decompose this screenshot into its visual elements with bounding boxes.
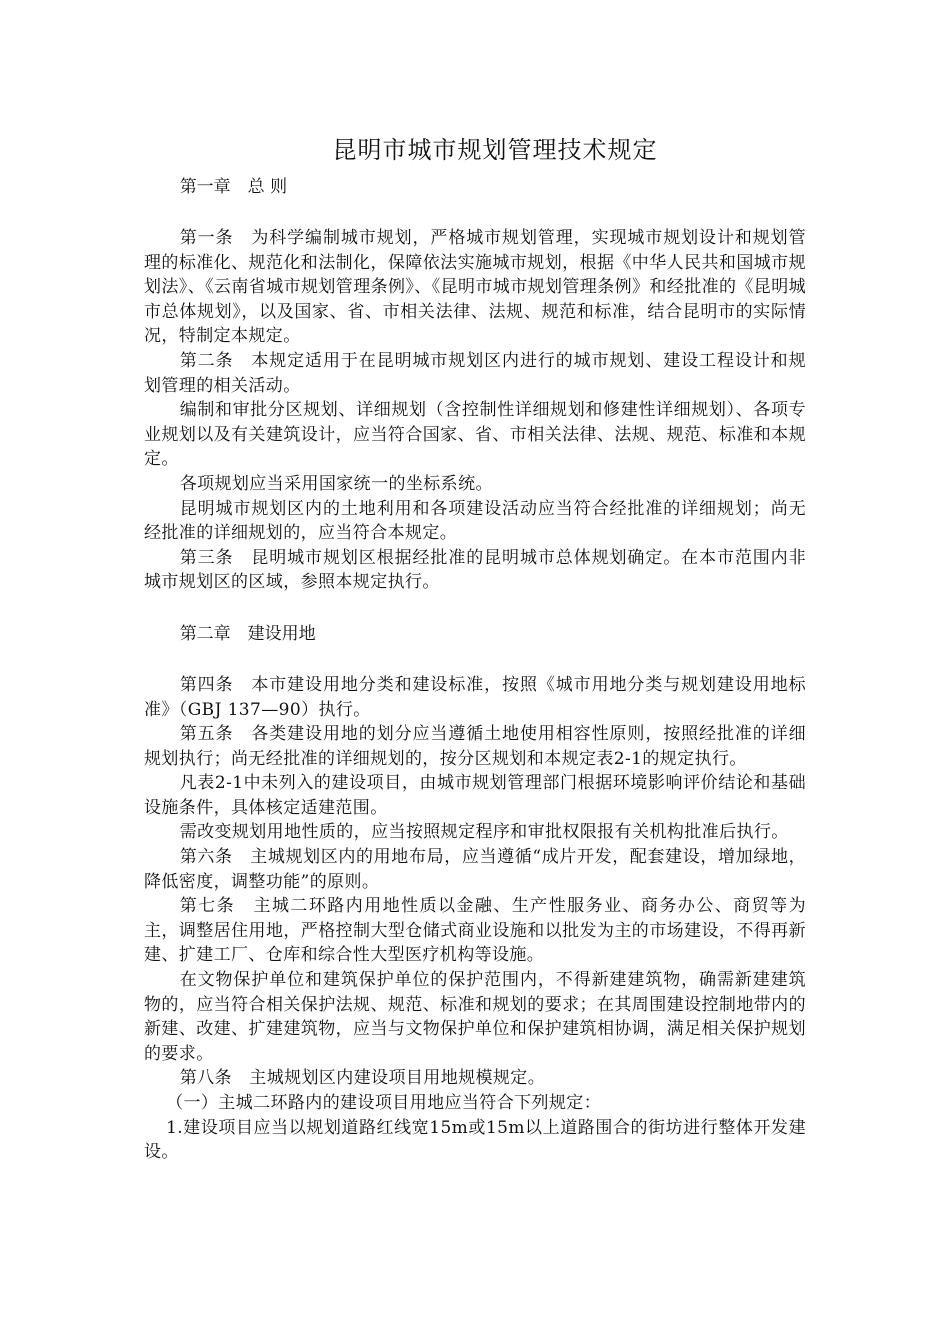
article-number: 第四条 <box>179 674 252 695</box>
sub-clause-1: （一）主城二环路内的建设项目用地应当符合下列规定： <box>166 1093 602 1113</box>
article-number: 第七条 <box>179 896 254 917</box>
paragraph-text: 各类建设用地的划分应当遵循土地使用相容性原则，按照经批准的详细规划执行；尚无经批准的详细规划的，按分区规划和本规定表2-1的规定执行。 <box>144 724 806 769</box>
article-number: 第八条 <box>179 1068 250 1089</box>
paragraph <box>144 472 806 497</box>
paragraph-text: 凡表2-1中未列入的建设项目，由城市规划管理部门根据环境影响评价结论和基础设施条件，具体核定适建范围。 <box>144 773 806 818</box>
paragraph-text: 昆明城市规划区根据经批准的昆明城市总体规划确定。在本市范围内非城市规划区的区域，参照本规定执行。 <box>144 547 806 593</box>
article-3-paragraph <box>144 546 806 595</box>
paragraph-text: 本规定适用于在昆明城市规划区内进行的城市规划、建设工程设计和规划管理的相关活动。 <box>144 350 806 396</box>
paragraph-text: 主城二环路内用地性质以金融、生产性服务业、商务办公、商贸等为主，调整居住用地，严格控制大型仓储式商业设施和以批发为主的市场建设，不得再新建、扩建工厂、仓库和综合性大型医疗机构等设施。 <box>144 896 806 966</box>
paragraph <box>144 820 806 845</box>
paragraph <box>144 497 806 546</box>
article-number: 第五条 <box>179 724 252 745</box>
chapter-1-body <box>144 226 806 595</box>
paragraph-text: 各项规划应当采用国家统一的坐标系统。 <box>179 473 493 494</box>
article-number: 第一条 <box>179 228 252 248</box>
article-5-paragraph <box>144 722 806 771</box>
article-number: 第二条 <box>179 350 252 371</box>
paragraph-text: 为科学编制城市规划，严格城市规划管理，实现城市规划设计和规划管理的标准化、规范化和法制化，保障依法实施城市规划，根据《中华人民共和国城市规划法》、《云南省城市规划管理条例》、《昆明市城市规划管理条例》和经批准的《昆明城市总体规划》，以及国家、省、市相关法律、法规、规范和标准，结合昆明市的实际情况，特制定本规定。 <box>144 228 806 347</box>
article-4-paragraph <box>144 673 806 722</box>
paragraph <box>144 771 806 820</box>
article-1-paragraph <box>144 226 806 349</box>
paragraph-text: 需改变规划用地性质的，应当按照规定程序和审批权限报有关机构批准后执行。 <box>179 822 789 843</box>
paragraph-text: 本市建设用地分类和建设标准，按照《城市用地分类与规划建设用地标准》（GBJ 137—90）执行。 <box>144 674 806 720</box>
article-8-paragraph <box>144 1066 806 1091</box>
paragraph-text: 主城规划区内建设项目用地规模规定。 <box>249 1068 546 1089</box>
document-title: 昆明市城市规划管理技术规定 <box>332 136 658 164</box>
chapter-2-body <box>144 673 806 1165</box>
chapter-heading-1: 第一章 总 则 <box>179 177 288 197</box>
paragraph-text: 昆明城市规划区内的土地利用和各项建设活动应当符合经批准的详细规划；尚无经批准的详细规划的，应当符合本规定。 <box>144 498 806 544</box>
paragraph <box>144 398 806 472</box>
chapter-heading-2: 第二章 建设用地 <box>179 623 316 644</box>
paragraph <box>144 968 806 1066</box>
article-number: 第三条 <box>179 547 252 568</box>
document-page <box>144 130 806 1165</box>
paragraph-text: 在文物保护单位和建筑保护单位的保护范围内，不得新建建筑物，确需新建建筑物的，应当符合相关保护法规、规范、标准和规划的要求；在其周围建设控制地带内的新建、改建、扩建建筑物，应当与文物保护单位和保护建筑相协调，满足相关保护规划的要求。 <box>144 970 806 1064</box>
article-2-paragraph <box>144 349 806 398</box>
article-7-paragraph <box>144 894 806 968</box>
paragraph-text: 编制和审批分区规划、详细规划（含控制性详细规划和修建性详细规划）、各项专业规划以及有关建筑设计，应当符合国家、省、市相关法律、法规、规范、标准和本规定。 <box>144 400 806 470</box>
sub-clause-item-1: 1.建设项目应当以规划道路红线宽15m或15m以上道路围合的街坊进行整体开发建设。 <box>144 1117 806 1163</box>
article-6-paragraph <box>144 845 806 894</box>
article-number: 第六条 <box>179 847 251 868</box>
paragraph-text: 主城规划区内的用地布局，应当遵循“成片开发，配套建设，增加绿地，降低密度，调整功能”的原则。 <box>144 847 806 892</box>
